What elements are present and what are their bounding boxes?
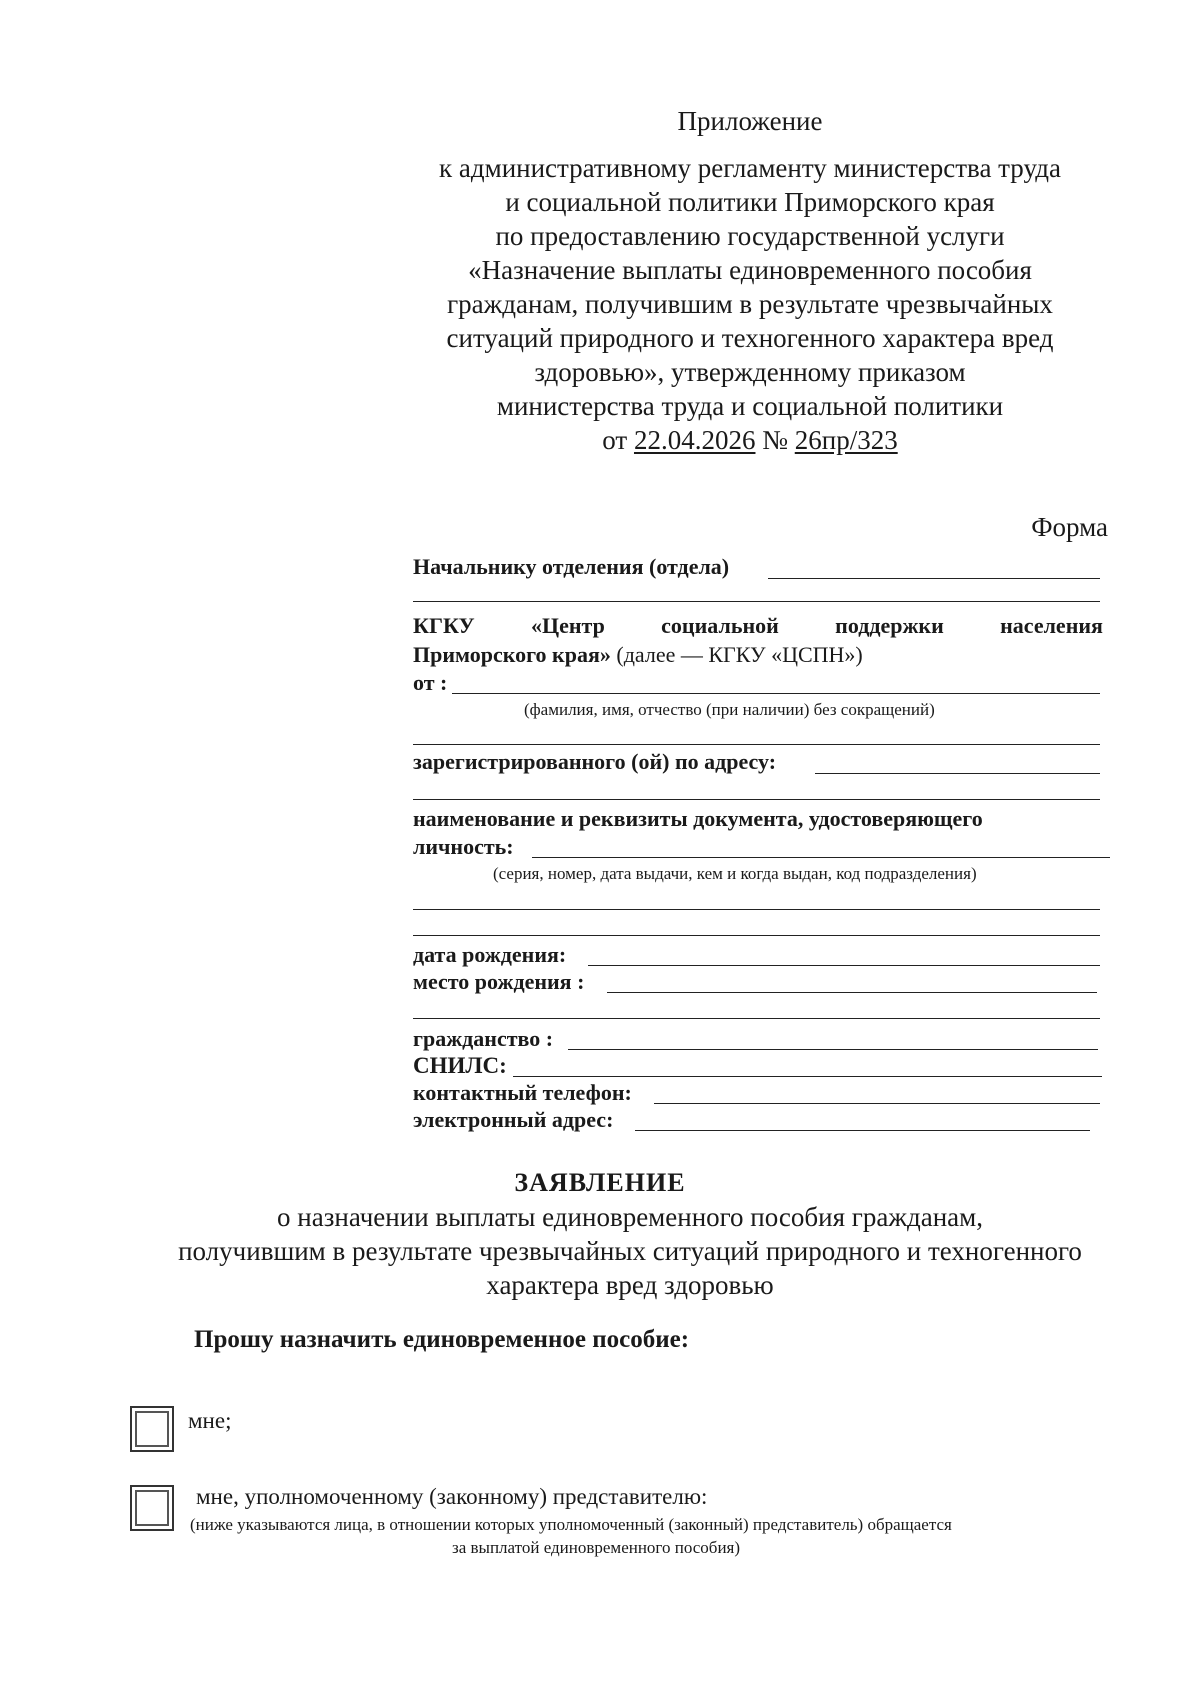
to-field-line[interactable] — [768, 578, 1100, 579]
org-name-bold: Приморского края» — [413, 642, 611, 667]
phone-field-line[interactable] — [654, 1103, 1100, 1104]
to-field-line-2[interactable] — [413, 601, 1100, 602]
option-representative-checkbox[interactable] — [130, 1485, 174, 1531]
org-line-2 — [413, 641, 863, 669]
option-representative-label: мне, уполномоченному (законному) представителю: — [196, 1484, 708, 1509]
birth-date-label: дата рождения: — [413, 942, 567, 967]
address-field-line-2[interactable] — [413, 799, 1100, 800]
appendix-line: «Назначение выплаты единовременного пособия — [468, 255, 1032, 285]
from-label: от : — [413, 670, 448, 695]
appendix-line: министерства труда и социальной политики — [496, 391, 1004, 421]
order-date: 22.04.2026 — [633, 425, 756, 455]
order-reference — [395, 423, 1105, 457]
org-word: социальной — [661, 613, 779, 638]
org-word: КГКУ — [413, 613, 475, 638]
org-word: населения — [1000, 613, 1103, 638]
fio-hint: (фамилия, имя, отчество (при наличии) без сокращений) — [524, 700, 935, 719]
org-name-abbrev: (далее — КГКУ «ЦСПН») — [610, 642, 863, 667]
appendix-line: ситуаций природного и техногенного характера вред — [446, 323, 1054, 353]
appendix-title: Приложение — [677, 106, 823, 136]
doc-label: наименование и реквизиты документа, удостоверяющего — [413, 806, 983, 831]
statement-subtitle-line: о назначении выплаты единовременного пособия гражданам, — [277, 1202, 983, 1232]
fio-field-line-2[interactable] — [413, 744, 1100, 745]
fio-field-line[interactable] — [452, 693, 1100, 694]
birth-place-field-line[interactable] — [607, 992, 1097, 993]
appendix-line: к административному регламенту министерства труда — [439, 153, 1061, 183]
org-word: «Центр — [530, 613, 605, 638]
address-field-line[interactable] — [815, 773, 1100, 774]
doc-field-line-2[interactable] — [413, 909, 1100, 910]
statement-title: ЗАЯВЛЕНИЕ — [514, 1168, 686, 1197]
order-number: 26пр/323 — [794, 425, 898, 455]
option-representative-note-2: за выплатой единовременного пособия) — [452, 1538, 741, 1557]
appendix-line: по предоставлению государственной услуги — [495, 221, 1005, 251]
option-self-checkbox[interactable] — [130, 1406, 174, 1452]
doc-field-line-3[interactable] — [413, 935, 1100, 936]
address-label: зарегистрированного (ой) по адресу: — [413, 749, 777, 774]
email-label: электронный адрес: — [413, 1107, 614, 1132]
statement-subtitle — [120, 1200, 1140, 1302]
org-line-1 — [413, 613, 1103, 639]
form-label: Форма — [1031, 512, 1108, 542]
statement-subtitle-line: характера вред здоровью — [486, 1270, 774, 1300]
order-from-prefix: от — [602, 425, 628, 455]
org-word: поддержки — [835, 613, 944, 638]
birth-place-label: место рождения : — [413, 969, 585, 994]
option-representative-note: (ниже указываются лица, в отношении которых уполномоченный (законный) представитель) обращается — [190, 1515, 952, 1534]
order-number-sign: № — [762, 425, 788, 455]
email-field-line[interactable] — [635, 1130, 1090, 1131]
appendix-line: здоровью», утвержденному приказом — [534, 357, 966, 387]
phone-label: контактный телефон: — [413, 1080, 632, 1105]
doc-field-line[interactable] — [532, 857, 1110, 858]
appendix-header — [395, 104, 1105, 457]
citizenship-label: гражданство : — [413, 1026, 554, 1051]
statement-subtitle-line: получившим в результате чрезвычайных ситуаций природного и техногенного — [178, 1236, 1082, 1266]
to-label: Начальнику отделения (отдела) — [413, 554, 730, 579]
citizenship-field-line[interactable] — [568, 1049, 1098, 1050]
option-self-label: мне; — [188, 1408, 232, 1433]
request-heading: Прошу назначить единовременное пособие: — [194, 1326, 690, 1353]
appendix-line: гражданам, получившим в результате чрезвычайных — [447, 289, 1053, 319]
birth-place-field-line-2[interactable] — [413, 1018, 1100, 1019]
appendix-line: и социальной политики Приморского края — [505, 187, 995, 217]
snils-label: СНИЛС: — [413, 1053, 507, 1078]
doc-hint: (серия, номер, дата выдачи, кем и когда выдан, код подразделения) — [493, 864, 977, 883]
doc-label-2: личность: — [413, 834, 514, 859]
birth-date-field-line[interactable] — [588, 965, 1100, 966]
snils-field-line[interactable] — [513, 1076, 1102, 1077]
